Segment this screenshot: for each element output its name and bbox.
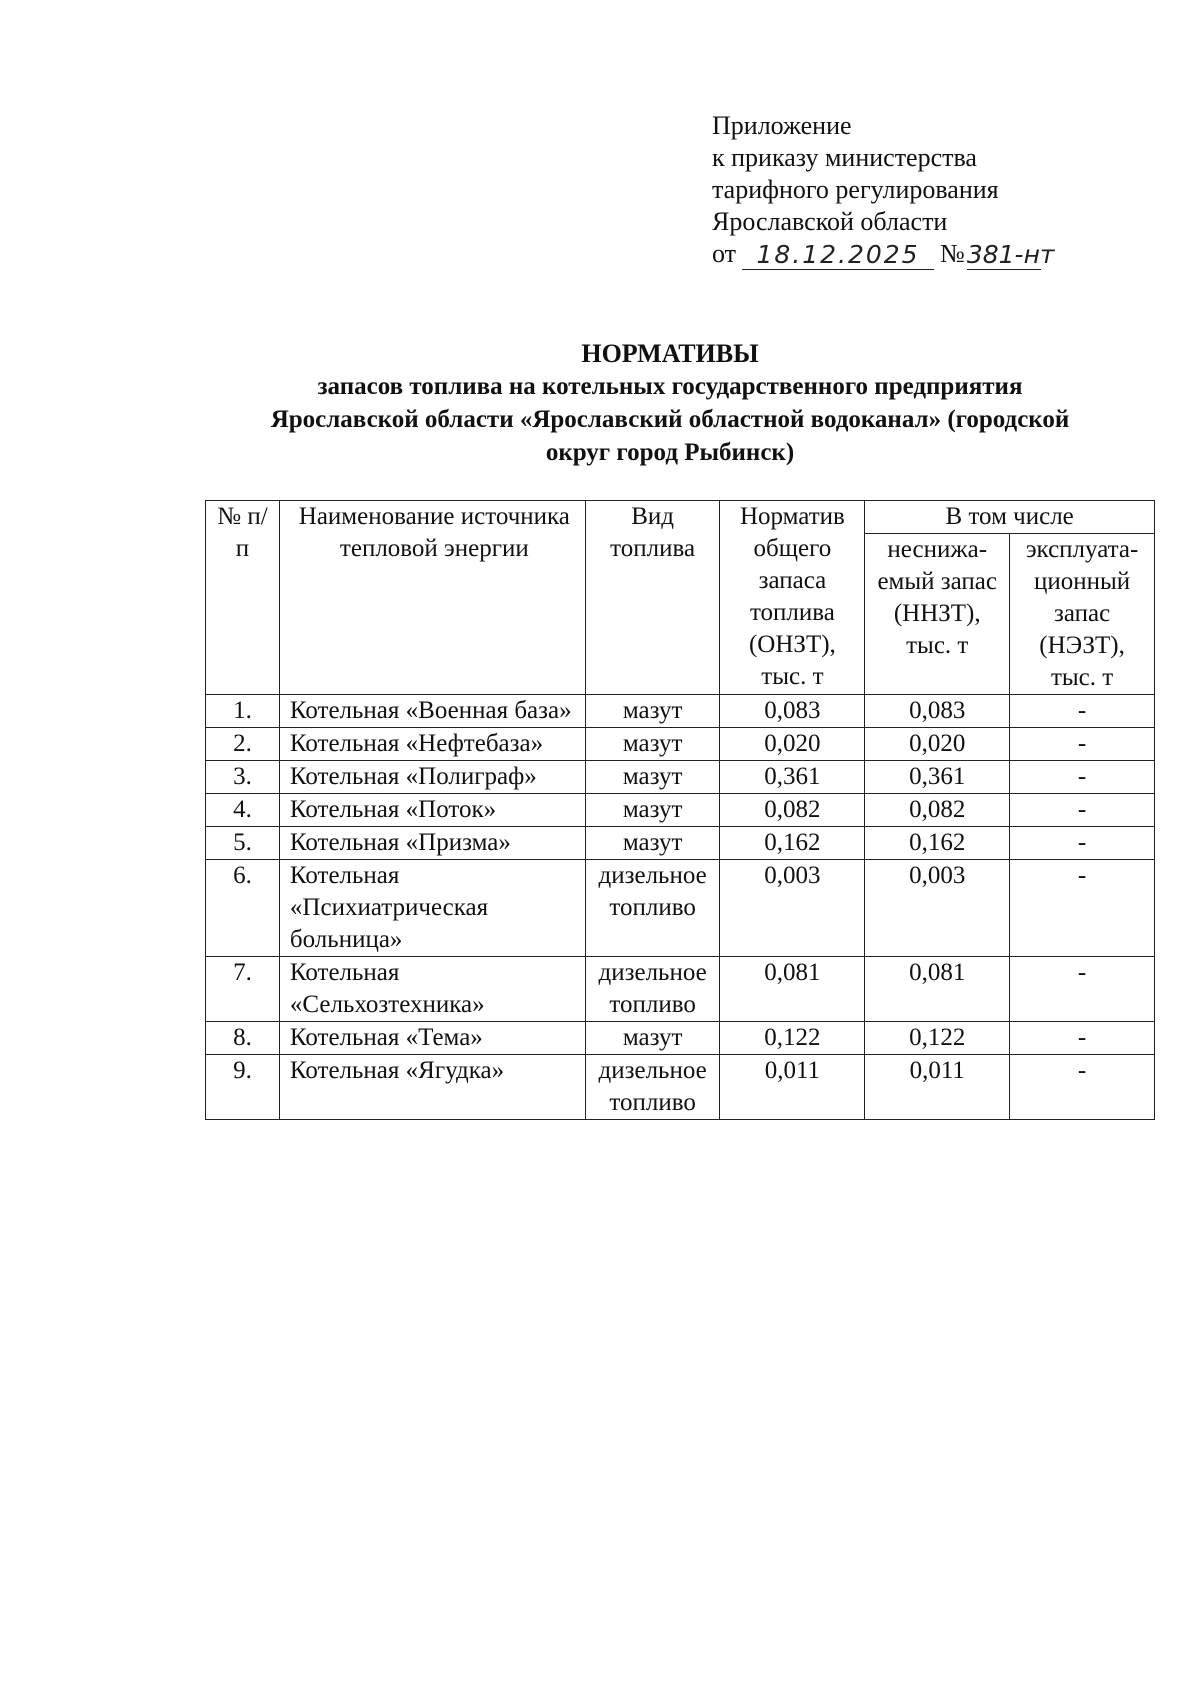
row-nnzt: 0,020 [865,728,1010,761]
table-row [206,957,1155,1022]
header-total: Норматив общего запаса топлива (ОНЗТ), тыс. т [720,501,865,695]
table-row [206,794,1155,827]
header-fuel: Вид топлива [585,501,720,695]
row-nnzt: 0,081 [865,957,1010,1022]
row-source-name: Котельная «Сельхозтехника» [279,957,585,1022]
row-number: 3. [206,761,280,794]
row-nezt: - [1010,1022,1155,1055]
appendix-block [712,110,1055,270]
header-name: Наименование источника тепловой энергии [279,501,585,695]
row-total-reserve: 0,003 [720,860,865,957]
header-group: В том числе [865,501,1155,534]
table-header-row [206,501,1155,534]
row-nnzt: 0,083 [865,695,1010,728]
table-row [206,695,1155,728]
row-nnzt: 0,011 [865,1055,1010,1120]
appendix-line: Ярославской области [712,207,948,236]
appendix-line: тарифного регулирования [712,175,999,204]
title-main: НОРМАТИВЫ [581,339,759,368]
table-row [206,827,1155,860]
row-fuel-type: мазут [585,728,720,761]
row-total-reserve: 0,082 [720,794,865,827]
row-source-name: Котельная «Поток» [279,794,585,827]
row-nezt: - [1010,860,1155,957]
row-fuel-type: мазут [585,1022,720,1055]
row-number: 6. [206,860,280,957]
row-nezt: - [1010,827,1155,860]
title-line: округ город Рыбинск) [545,439,795,466]
row-fuel-type: мазут [585,695,720,728]
row-source-name: Котельная «Психиатрическая больница» [279,860,585,957]
row-nezt: - [1010,1055,1155,1120]
row-nezt: - [1010,728,1155,761]
row-fuel-type: мазут [585,794,720,827]
row-fuel-type: мазут [585,761,720,794]
row-total-reserve: 0,162 [720,827,865,860]
row-fuel-type: дизельное топливо [585,957,720,1022]
row-source-name: Котельная «Ягудка» [279,1055,585,1120]
row-nezt: - [1010,794,1155,827]
row-source-name: Котельная «Призма» [279,827,585,860]
order-date-number [712,238,1055,270]
row-number: 5. [206,827,280,860]
row-number: 1. [206,695,280,728]
row-nnzt: 0,082 [865,794,1010,827]
row-total-reserve: 0,020 [720,728,865,761]
row-number: 2. [206,728,280,761]
row-total-reserve: 0,122 [720,1022,865,1055]
table-row [206,761,1155,794]
row-number: 7. [206,957,280,1022]
row-nezt: - [1010,761,1155,794]
table-row [206,1022,1155,1055]
row-total-reserve: 0,081 [720,957,865,1022]
handwritten-date: 18.12.2025 [742,242,934,270]
table-row [206,728,1155,761]
document-title [150,338,1190,469]
fuel-norms-table [205,500,1155,1120]
row-total-reserve: 0,361 [720,761,865,794]
row-fuel-type: дизельное топливо [585,860,720,957]
header-nezt: эксплуата-ционный запас (НЭЗТ), тыс. т [1010,534,1155,695]
table-row [206,860,1155,957]
date-prefix: от [712,239,737,268]
appendix-line: к приказу министерства [712,143,977,172]
row-total-reserve: 0,011 [720,1055,865,1120]
title-line: запасов топлива на котельных государственного предприятия [317,373,1023,400]
row-total-reserve: 0,083 [720,695,865,728]
row-source-name: Котельная «Тема» [279,1022,585,1055]
row-nezt: - [1010,957,1155,1022]
row-nnzt: 0,361 [865,761,1010,794]
row-nezt: - [1010,695,1155,728]
row-source-name: Котельная «Полиграф» [279,761,585,794]
row-number: 8. [206,1022,280,1055]
row-fuel-type: дизельное топливо [585,1055,720,1120]
table-body [206,695,1155,1120]
header-num: № п/п [206,501,280,695]
appendix-line: Приложение [712,111,852,140]
row-source-name: Котельная «Военная база» [279,695,585,728]
row-source-name: Котельная «Нефтебаза» [279,728,585,761]
row-number: 9. [206,1055,280,1120]
title-line: Ярославской области «Ярославский областной водоканал» (городской [270,406,1070,433]
row-nnzt: 0,003 [865,860,1010,957]
row-number: 4. [206,794,280,827]
table-row [206,1055,1155,1120]
number-prefix: № [940,239,965,268]
handwritten-number: 381-нт [966,240,1055,269]
header-nnzt: неснижа-емый запас (ННЗТ), тыс. т [865,534,1010,695]
row-nnzt: 0,122 [865,1022,1010,1055]
row-fuel-type: мазут [585,827,720,860]
row-nnzt: 0,162 [865,827,1010,860]
